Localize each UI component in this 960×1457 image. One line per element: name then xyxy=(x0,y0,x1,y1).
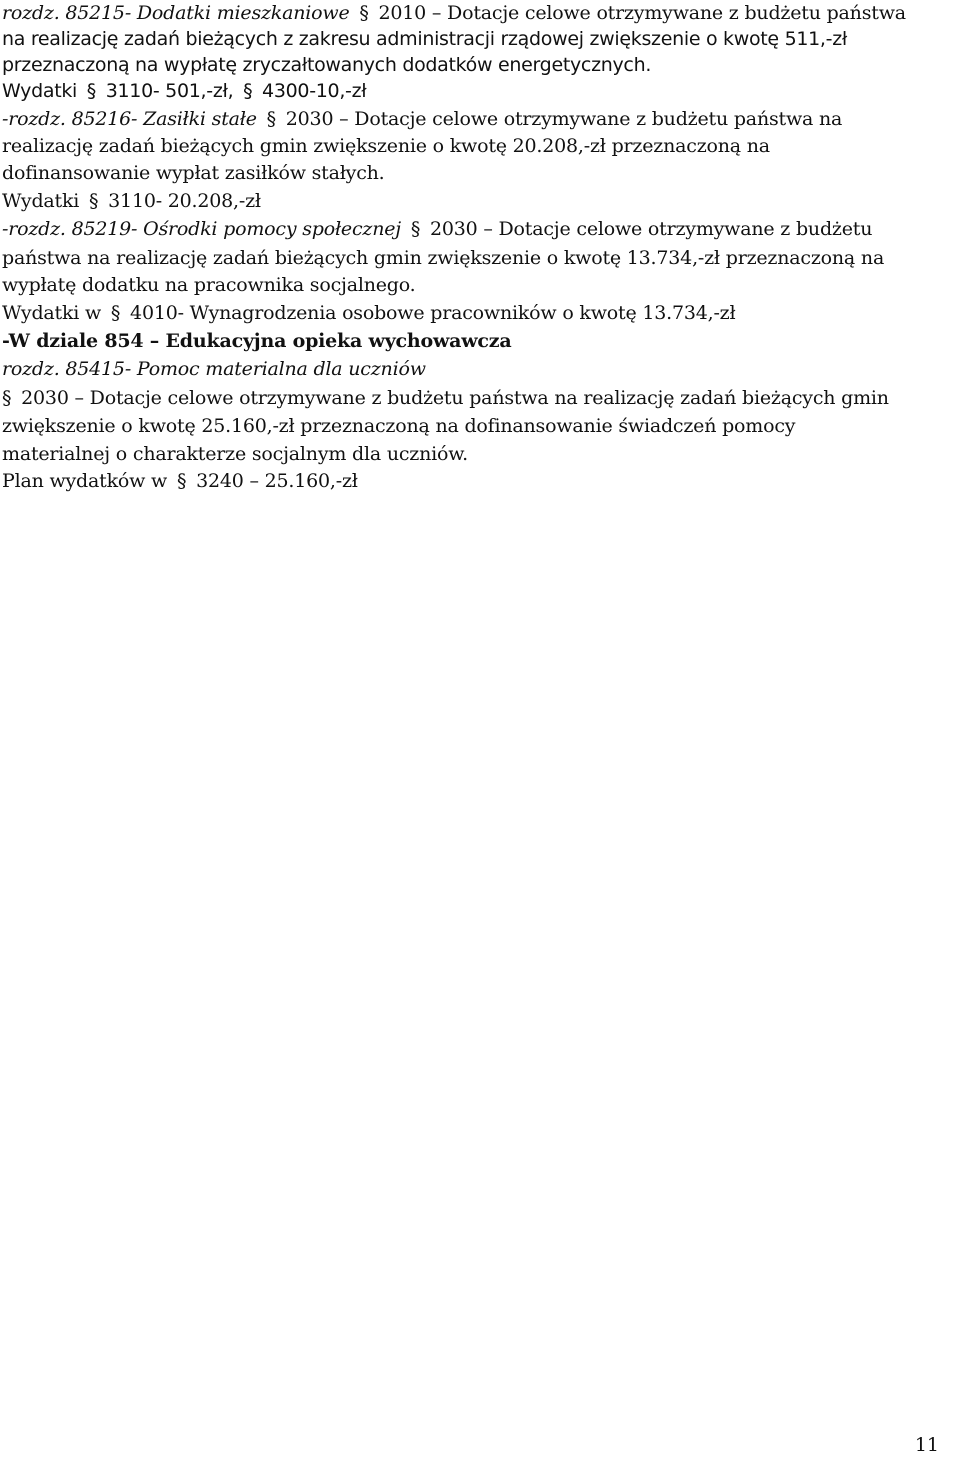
line-1-part-1: rozdz. 85215- Dodatki mieszkaniowe xyxy=(2,2,350,24)
section-sign-icon: § xyxy=(410,218,421,240)
line-1-part-4: 2010 – Dotacje celowe otrzymywane z budżetu państwa xyxy=(372,2,906,24)
line-5-part-2 xyxy=(257,108,263,130)
line-4-part-5: 4300-10,-zł xyxy=(256,80,367,102)
section-sign-icon: § xyxy=(2,387,12,409)
line-3 xyxy=(2,52,651,78)
section-sign-icon: § xyxy=(89,190,99,212)
line-12-part-3: 4010- Wynagrodzenia osobowe pracowników o kwotę 13.734,-zł xyxy=(124,302,736,324)
line-6-text: realizację zadań bieżących gmin zwiększenie o kwotę 20.208,-zł przeznaczoną na xyxy=(2,135,770,157)
line-2-text: na realizację zadań bieżących z zakresu administracji rządowej zwiększenie o kwotę 511,-zł xyxy=(2,28,847,50)
line-8-part-3: 3110- 20.208,-zł xyxy=(102,190,261,212)
line-5-part-4: 2030 – Dotacje celowe otrzymywane z budżetu państwa na xyxy=(279,108,843,130)
page-number: 11 xyxy=(914,1434,939,1456)
section-sign-icon: § xyxy=(266,108,276,130)
section-sign-icon: § xyxy=(176,470,187,492)
line-8 xyxy=(2,188,261,214)
line-15-part-2: 2030 – Dotacje celowe otrzymywane z budżetu państwa na realizację zadań bieżących gmin xyxy=(15,387,889,409)
line-11-text: wypłatę dodatku na pracownika socjalnego. xyxy=(2,274,416,296)
line-11 xyxy=(2,272,416,298)
line-6 xyxy=(2,133,770,159)
line-12-part-1: Wydatki w xyxy=(2,302,107,324)
line-4-part-1: Wydatki xyxy=(2,80,83,102)
line-7 xyxy=(2,160,385,186)
line-5-part-1: -rozdz. 85216- Zasiłki stałe xyxy=(2,108,257,130)
line-14-text: rozdz. 85415- Pomoc materialna dla uczniów xyxy=(2,358,426,380)
line-8-part-1: Wydatki xyxy=(2,190,86,212)
line-9-part-4: 2030 – Dotacje celowe otrzymywane z budżetu xyxy=(424,218,873,240)
line-1 xyxy=(2,0,906,26)
line-12 xyxy=(2,300,735,326)
line-18 xyxy=(2,468,358,494)
line-5 xyxy=(2,106,842,132)
section-sign-icon: § xyxy=(359,2,369,24)
line-15 xyxy=(2,385,889,411)
section-sign-icon: § xyxy=(243,80,253,102)
line-3-text: przeznaczoną na wypłatę zryczałtowanych dodatków energetycznych. xyxy=(2,54,652,76)
line-17-text: materialnej o charakterze socjalnym dla uczniów. xyxy=(2,443,468,465)
line-9-part-2 xyxy=(401,218,407,240)
line-18-part-1: Plan wydatków w xyxy=(2,470,173,492)
line-2 xyxy=(2,26,847,52)
line-4 xyxy=(2,78,366,104)
section-sign-icon: § xyxy=(110,302,121,324)
line-18-part-3: 3240 – 25.160,-zł xyxy=(190,470,358,492)
line-9 xyxy=(2,216,872,242)
line-9-part-1: -rozdz. 85219- Ośrodki pomocy społecznej xyxy=(2,218,401,240)
line-16-text: zwiększenie o kwotę 25.160,-zł przeznaczoną na dofinansowanie świadczeń pomocy xyxy=(2,415,796,437)
line-16 xyxy=(2,413,795,439)
line-1-part-2 xyxy=(350,2,356,24)
section-heading xyxy=(2,328,512,354)
line-17 xyxy=(2,441,468,467)
line-10 xyxy=(2,245,884,271)
line-14 xyxy=(2,356,426,382)
line-10-text: państwa na realizację zadań bieżących gmin zwiększenie o kwotę 13.734,-zł przeznaczoną na xyxy=(2,247,885,269)
section-sign-icon: § xyxy=(86,80,96,102)
line-7-text: dofinansowanie wypłat zasiłków stałych. xyxy=(2,162,385,184)
line-4-part-3: 3110- 501,-zł, xyxy=(99,80,240,102)
line-13-text: -W dziale 854 – Edukacyjna opieka wychowawcza xyxy=(2,330,512,352)
